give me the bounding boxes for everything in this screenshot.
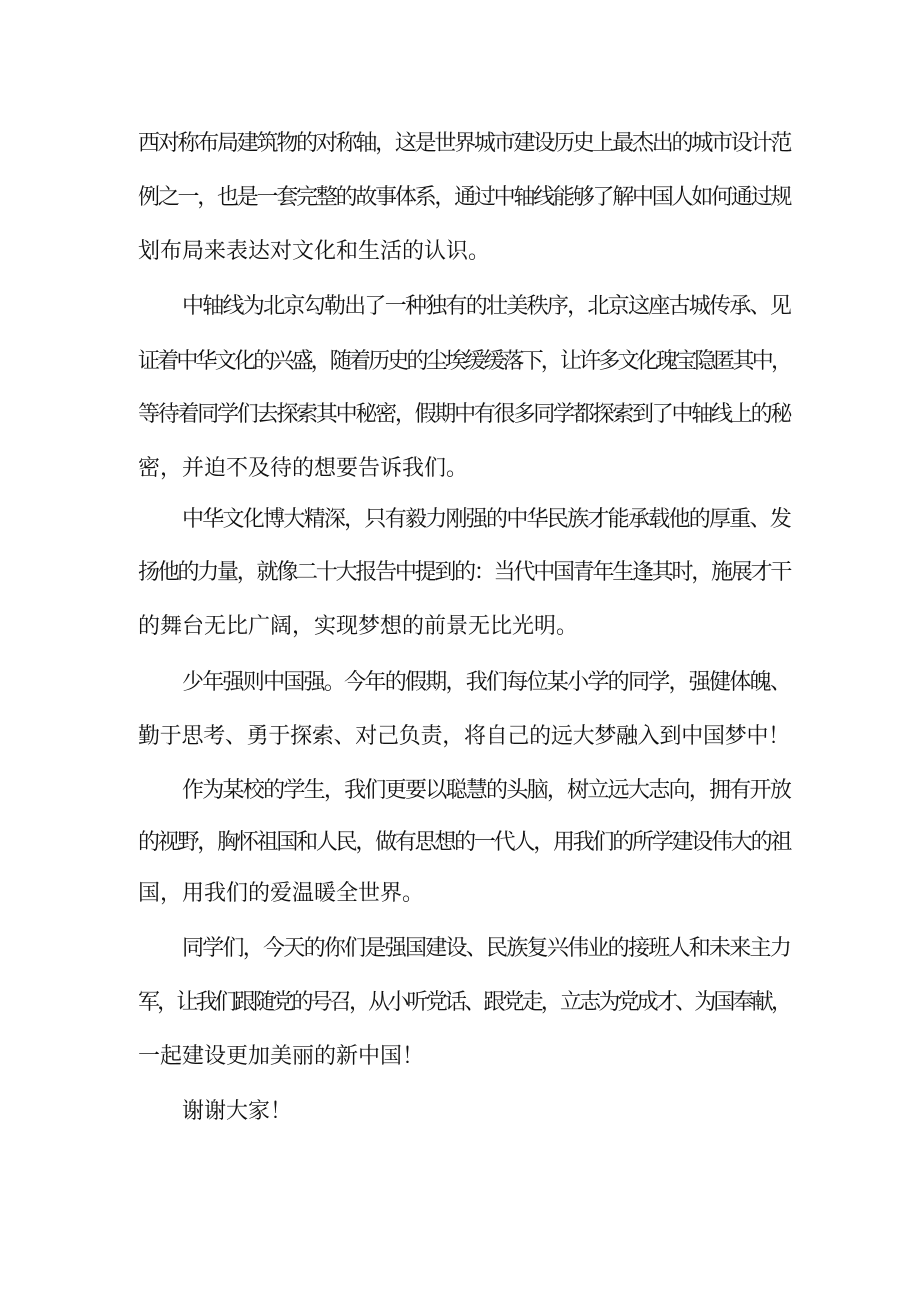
text-line <box>0 235 920 269</box>
text-line-content: 证着中华文化的兴盛，随着历史的尘埃缓缓落下，让许多文化瑰宝隐匿其中， <box>138 349 791 374</box>
text-line-content: 同学们，今天的你们是强国建设、民族复兴伟业的接班人和未来主力 <box>182 936 791 961</box>
text-line-content: 勤于思考、勇于探索、对己负责，将自己的远大梦融入到中国梦中！ <box>138 724 790 749</box>
text-line <box>0 556 920 590</box>
text-line-content: 中华文化博大精深，只有毅力刚强的中华民族才能承载他的厚重、发 <box>182 507 791 532</box>
text-line-content: 军，让我们跟随党的号召，从小听党话、跟党走，立志为党成才、为国奉献， <box>138 990 791 1015</box>
text-line <box>0 666 920 700</box>
text-line-content: 作为某校的学生，我们更要以聪慧的头脑，树立远大志向，拥有开放 <box>182 778 791 803</box>
text-line <box>0 986 920 1020</box>
text-line <box>0 1040 920 1074</box>
text-line <box>0 127 920 161</box>
text-line <box>0 610 920 644</box>
text-line-content: 少年强则中国强。今年的假期，我们每位某小学的同学，强健体魄、 <box>182 670 791 695</box>
text-line-content: 扬他的力量，就像二十大报告中提到的：当代中国青年生逢其时，施展才干 <box>138 560 791 585</box>
text-line-content: 谢谢大家！ <box>182 1099 293 1124</box>
text-line-content: 例之一，也是一套完整的故事体系，通过中轴线能够了解中国人如何通过规 <box>138 185 791 210</box>
text-line <box>0 345 920 379</box>
text-line <box>0 932 920 966</box>
text-line-content: 中轴线为北京勾勒出了一种独有的壮美秩序，北京这座古城传承、见 <box>182 294 791 319</box>
text-line-content: 划布局来表达对文化和生活的认识。 <box>138 239 491 264</box>
text-line <box>0 452 920 486</box>
text-line-content: 国，用我们的爱温暖全世界。 <box>138 881 425 906</box>
text-line <box>0 877 920 911</box>
text-line-content: 一起建设更加美丽的新中国！ <box>138 1044 425 1069</box>
text-line <box>0 398 920 432</box>
text-line-content: 的舞台无比广阔，实现梦想的前景无比光明。 <box>138 614 579 639</box>
text-line <box>0 290 920 324</box>
text-line-content: 的视野，胸怀祖国和人民，做有思想的一代人，用我们的所学建设伟大的祖 <box>138 830 791 855</box>
text-line-content: 等待着同学们去探索其中秘密，假期中有很多同学都探索到了中轴线上的秘 <box>138 402 791 427</box>
text-line-content: 密，并迫不及待的想要告诉我们。 <box>138 456 469 481</box>
text-line <box>0 826 920 860</box>
text-line-content: 西对称布局建筑物的对称轴，这是世界城市建设历史上最杰出的城市设计范 <box>138 131 791 156</box>
text-line <box>0 181 920 215</box>
text-line <box>0 720 920 754</box>
text-line <box>0 1095 920 1129</box>
text-line <box>0 503 920 537</box>
text-line <box>0 774 920 808</box>
